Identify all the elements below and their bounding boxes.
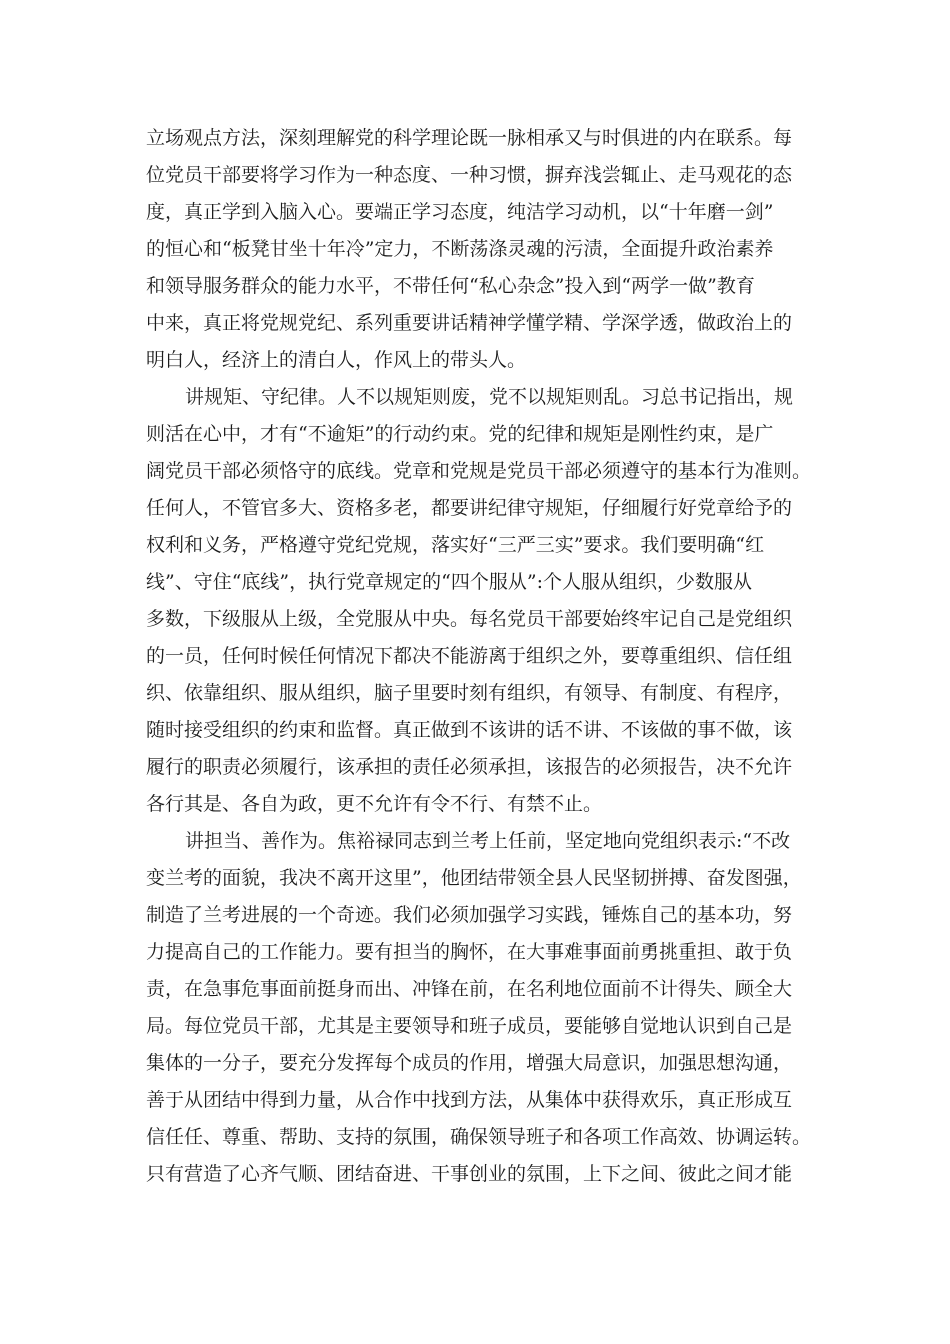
text-line: 善于从团结中得到力量，从合作中找到方法，从集体中获得欢乐，真正形成互 bbox=[146, 1089, 793, 1111]
text-line: 的恒心和“板凳甘坐十年冷”定力，不断荡涤灵魂的污渍，全面提升政治素养 bbox=[146, 238, 774, 260]
text-line: 只有营造了心齐气顺、团结奋进、干事创业的氛围，上下之间、彼此之间才能 bbox=[146, 1163, 793, 1185]
text-line: 各行其是、各自为政，更不允许有令不行、有禁不止。 bbox=[146, 793, 603, 815]
text-line: 信任任、尊重、帮助、支持的氛围，确保领导班子和各项工作高效、协调运转。 bbox=[146, 1126, 812, 1148]
text-line: 立场观点方法，深刻理解党的科学理论既一脉相承又与时俱进的内在联系。每 bbox=[146, 127, 793, 149]
text-line: 则活在心中，才有“不逾矩”的行动约束。党的纪律和规矩是刚性约束，是广 bbox=[146, 423, 774, 445]
text-line: 履行的职责必须履行，该承担的责任必须承担，该报告的必须报告，决不允许 bbox=[146, 756, 793, 778]
text-line: 随时接受组织的约束和监督。真正做到不该讲的话不讲、不该做的事不做，该 bbox=[146, 719, 793, 741]
text-line: 织、依靠组织、服从组织，脑子里要时刻有组织，有领导、有制度、有程序， bbox=[146, 682, 793, 704]
text-line: 的一员，任何时候任何情况下都决不能游离于组织之外，要尊重组织、信任组 bbox=[146, 645, 793, 667]
text-line: 阔党员干部必须恪守的底线。党章和党规是党员干部必须遵守的基本行为准则。 bbox=[146, 460, 812, 482]
text-line: 集体的一分子，要充分发挥每个成员的作用，增强大局意识，加强思想沟通， bbox=[146, 1052, 793, 1074]
text-line: 任何人，不管官多大、资格多老，都要讲纪律守规矩，仔细履行好党章给予的 bbox=[146, 497, 793, 519]
text-line: 度，真正学到入脑入心。要端正学习态度，纯洁学习动机，以“十年磨一剑” bbox=[146, 201, 774, 223]
text-line: 中来，真正将党规党纪、系列重要讲话精神学懂学精、学深学透，做政治上的 bbox=[146, 312, 793, 334]
text-line: 变兰考的面貌，我决不离开这里”，他团结带领全县人民坚韧拼搏、奋发图强， bbox=[146, 867, 802, 889]
text-line: 明白人，经济上的清白人，作风上的带头人。 bbox=[146, 349, 527, 371]
text-line: 制造了兰考进展的一个奇迹。我们必须加强学习实践，锤炼自己的基本功，努 bbox=[146, 904, 793, 926]
text-line: 位党员干部要将学习作为一种态度、一种习惯，摒弃浅尝辄止、走马观花的态 bbox=[146, 164, 793, 186]
text-line: 和领导服务群众的能力水平，不带任何“私心杂念”投入到“两学一做”教育 bbox=[146, 275, 755, 297]
text-line: 权利和义务，严格遵守党纪党规，落实好“三严三实”要求。我们要明确“红 bbox=[146, 534, 765, 556]
text-line: 线”、守住“底线”，执行党章规定的“四个服从”:个人服从组织，少数服从 bbox=[146, 571, 752, 593]
text-line: 力提高自己的工作能力。要有担当的胸怀，在大事难事面前勇挑重担、敢于负 bbox=[146, 941, 793, 963]
text-line: 责，在急事危事面前挺身而出、冲锋在前，在名利地位面前不计得失、顾全大 bbox=[146, 978, 793, 1000]
text-line: 多数，下级服从上级，全党服从中央。每名党员干部要始终牢记自己是党组织 bbox=[146, 608, 793, 630]
paragraph-start-line: 讲规矩、守纪律。人不以规矩则废，党不以规矩则乱。习总书记指出，规 bbox=[185, 386, 794, 408]
text-line: 局。每位党员干部，尤其是主要领导和班子成员，要能够自觉地认识到自己是 bbox=[146, 1015, 793, 1037]
paragraph-start-line: 讲担当、善作为。焦裕禄同志到兰考上任前，坚定地向党组织表示:“不改 bbox=[185, 830, 791, 852]
